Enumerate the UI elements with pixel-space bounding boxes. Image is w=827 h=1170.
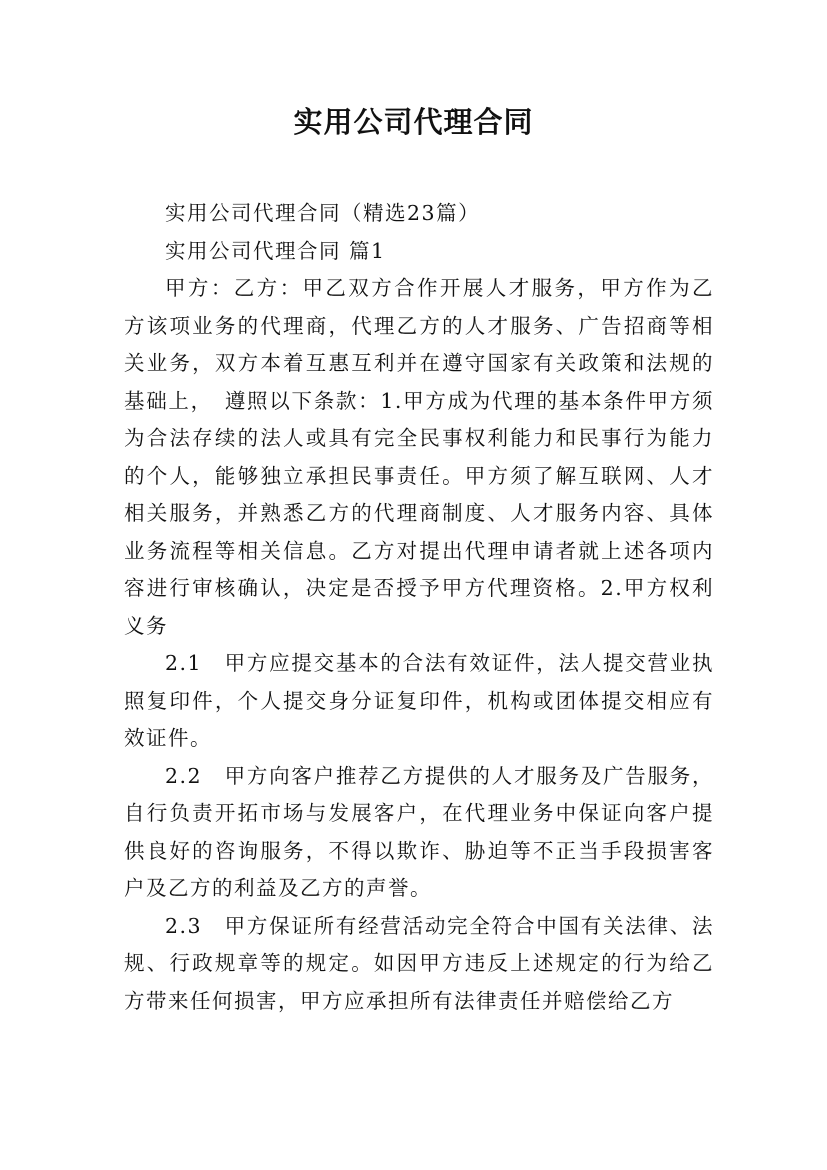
paragraph-clause-2-3: 2.3 甲方保证所有经营活动完全符合中国有关法律、法规、行政规章等的规定。如因甲方违反上述规定的行为给乙方带来任何损害，甲方应承担所有法律责任并赔偿给乙方 (124, 913, 714, 1013)
paragraph-clause-2-1: 2.1 甲方应提交基本的合法有效证件，法人提交营业执照复印件，个人提交身分证复印件，机构或团体提交相应有效证件。 (124, 651, 714, 750)
paragraph-subtitle: 实用公司代理合同（精选23篇） (165, 201, 481, 225)
document-title: 实用公司代理合同 (293, 105, 534, 139)
paragraph-clause-2-2: 2.2 甲方向客户推荐乙方提供的人才服务及广告服务，自行负责开拓市场与发展客户，在代理业务中保证向客户提供良好的咨询服务，不得以欺诈、胁迫等不正当手段损害客户及乙方的利益及乙方的声誉。 (124, 763, 714, 900)
paragraph-intro: 甲方：乙方：甲乙双方合作开展人才服务，甲方作为乙方该项业务的代理商，代理乙方的人才服务、广告招商等相关业务，双方本着互惠互利并在遵守国家有关政策和法规的基础上， 遵照以下条款：1.甲方成为代理的基本条件甲方须为合法存续的法人或具有完全民事权利能力和民事行为能力的个人，能够独立承担民事责任。甲方须了解互联网、人才相关服务，并熟悉乙方的代理商制度、人才服务内容、具体业务流程等相关信息。乙方对提出代理申请者就上述各项内容进行审核确认，决定是否授予甲方代理资格。2.甲方权利义务 (124, 276, 714, 638)
paragraph-section-heading: 实用公司代理合同 篇1 (165, 238, 386, 263)
document-body (124, 195, 714, 1020)
